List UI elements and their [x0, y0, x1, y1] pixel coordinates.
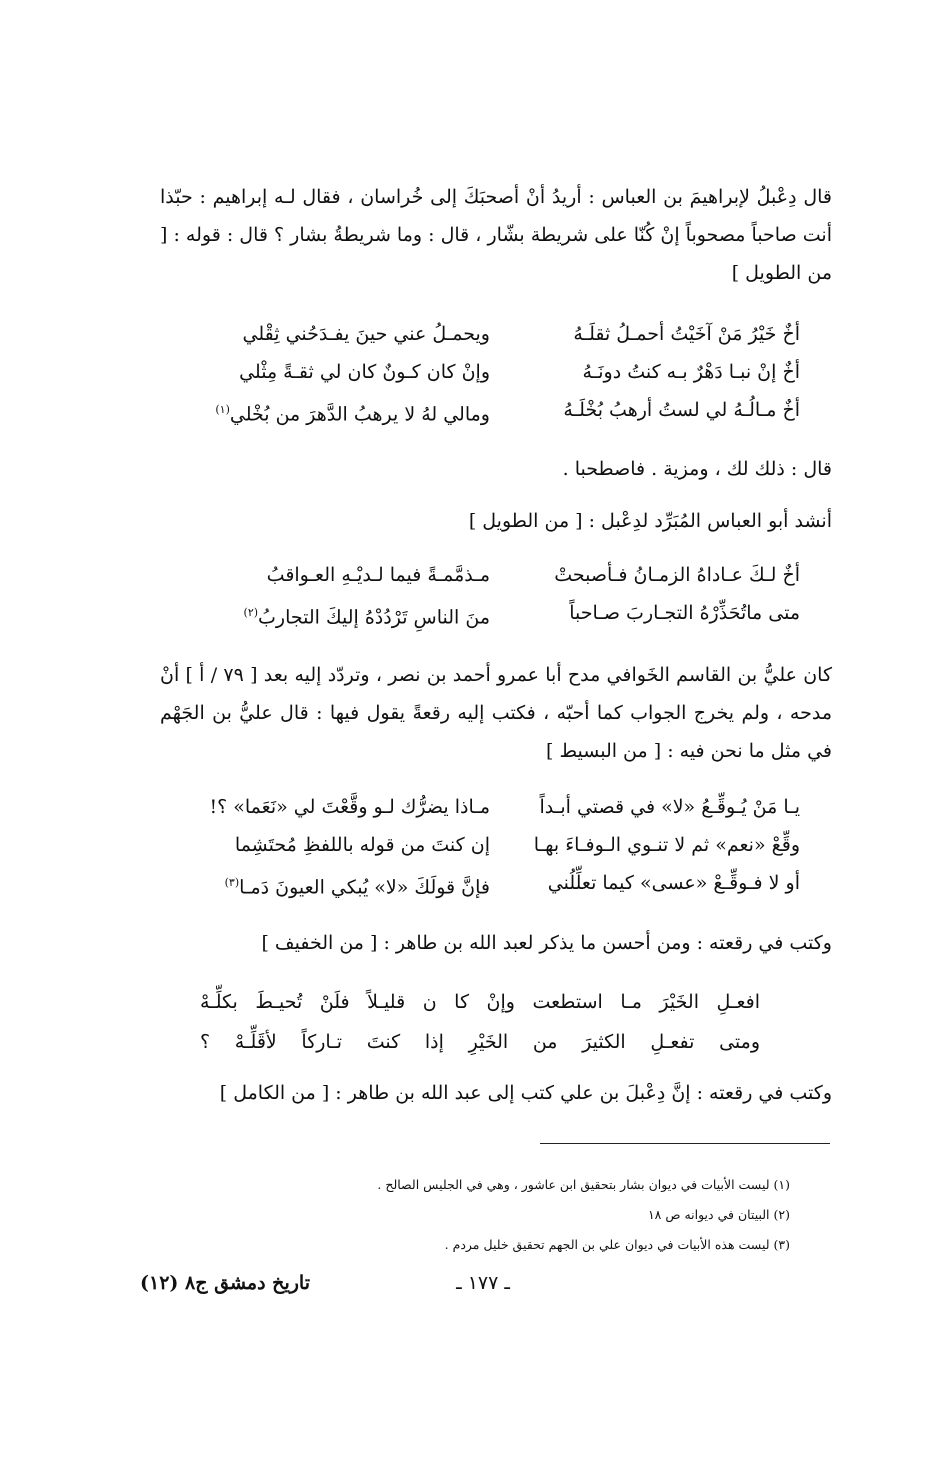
footnotes	[300, 1170, 790, 1260]
footnote-divider	[540, 1143, 830, 1144]
verse-line: ومتى تفعـلِ الكثيرَ من الخَيْرِ إذا كنتَ تـاركاً لأقَلِّـهْ ؟	[200, 1031, 760, 1053]
verse-text: ومالي لهُ لا يرهبُ الدَّهرَ من بُخْلي	[229, 403, 490, 426]
verse-line	[200, 556, 800, 594]
paragraph-khawafi: كان عليُّ بن القاسم الخَوافي مدح أبا عمرو أحمد بن نصر ، وتردّد إليه بعد [ ٧٩ / أ ] أنْ مدحه ، ولم يخرج الجواب كما أحبّه ، فكتب إليه رقعةً يقول فيها : قال عليُّ بن الجَهْم في مثل ما نحن فيه : [ من البسيط ]	[160, 664, 832, 762]
verse-line	[200, 353, 800, 391]
verse-first-hemistich: متى ماتُحَذِّرْهُ التجـاربَ صـاحباً	[569, 602, 800, 624]
footnote: (٣) ليست هذه الأبيات في ديوان علي بن الجهم تحقيق خليل مردم .	[444, 1237, 790, 1252]
footnote-marker: (٣)	[224, 876, 240, 889]
paragraph-dibil-ibrahim: قال دِعْبلُ لإبراهيمَ بن العباس : أريدُ أنْ أصحبَكَ إلى خُراسان ، فقال لـه إبراهيم : حبّذا أنت صاحباً مصحوباً إنْ كُنّا على شريطة بشّار ، قال : وما شريطةُ بشار ؟ قال : قوله : [ من الطويل ]	[160, 186, 832, 284]
verse-first-hemistich: وقِّعْ «نعم» ثم لا تنـوي الـوفـاءَ بهـا	[533, 834, 800, 856]
verse-line	[200, 826, 800, 864]
paragraph-dibil-letter: وكتب في رقعته : إنَّ دِعْبلَ بن علي كتب إلى عبد الله بن طاهر : [ من الكامل ]	[219, 1082, 832, 1104]
footnote: (١) ليست الأبيات في ديوان بشار بتحقيق ابن عاشور ، وهي في الجليس الصالح .	[377, 1177, 790, 1192]
verse-second-hemistich: مـذمَّمـةً فيما لـديْـهِ العـواقبُ	[266, 564, 490, 586]
verse-first-hemistich: يـا مَنْ يُـوقِّـعُ «لا» في قصتي أبـداً	[539, 796, 800, 818]
poem-bashar	[200, 315, 800, 429]
poem-dibil	[200, 556, 800, 632]
verse-second-hemistich	[200, 594, 490, 636]
verse-second-hemistich: ويحمـلُ عني حينَ يفـدَحُني ثِقْلي	[242, 323, 490, 345]
footnote: (٢) البيتان في ديوانه ص ١٨	[647, 1207, 790, 1222]
verse-line	[200, 864, 800, 902]
footnote-marker: (٢)	[243, 606, 259, 619]
verse-line	[200, 788, 800, 826]
verse-line	[200, 391, 800, 429]
verse-line	[200, 315, 800, 353]
poem-ali-ibn-jahm	[200, 788, 800, 902]
verse-line	[200, 594, 800, 632]
verse-second-hemistich: مـاذا يضرُّك لـو وقَّعْتَ لي «نَعَما» ؟!	[209, 796, 490, 818]
paragraph-ruqa-tahir: وكتب في رقعته : ومن أحسن ما يذكر لعبد الله بن طاهر : [ من الخفيف ]	[261, 932, 832, 954]
verse-first-hemistich: أو لا فـوقِّـعْ «عسى» كيما تعلِّلُني	[547, 872, 800, 894]
verse-line: افعـلِ الخَيْرَ مـا استطعت وإنْ كا ن قليـلاً فلَنْ تُحيـطَ بكلِّـهْ	[200, 991, 760, 1013]
verse-second-hemistich: إن كنتَ من قوله باللفظِ مُحتَشِما	[234, 834, 490, 856]
verse-second-hemistich	[200, 864, 490, 906]
footnote-marker: (١)	[215, 403, 230, 416]
verse-text: فإنَّ قولَكَ «لا» يُبكي العيونَ دَمـا	[239, 876, 490, 899]
verse-first-hemistich: أخٌ لـكَ عـاداهُ الزمـانُ فـأصبحتْ	[554, 564, 800, 586]
verse-first-hemistich: أخٌ خَيْرُ مَنْ آخَيْتُ أحمـلُ ثقلَـهُ	[573, 323, 800, 345]
verse-second-hemistich	[200, 391, 490, 433]
verse-second-hemistich: وإنْ كان كـونٌ كان لي ثقـةً مِثْلي	[239, 361, 490, 383]
paragraph-mubarrad: أنشد أبو العباس المُبَرِّد لدِعْبل : [ من الطويل ]	[468, 510, 832, 532]
paragraph-companionship: قال : ذلك لك ، ومزية . فاصطحبا .	[562, 458, 832, 480]
poem-abdallah-ibn-tahir	[200, 982, 760, 1062]
verse-text: منَ الناسِ تَرْدُدْهُ إليكَ التجاربُ	[258, 606, 490, 629]
verse-first-hemistich: أخٌ مـالُـهُ لي لستُ أرهبُ بُخْلَـهُ	[563, 399, 800, 421]
verse-first-hemistich: أخٌ إنْ نبـا دَهْرٌ بـه كنتُ دونَـهُ	[582, 361, 800, 383]
running-title: تاريخ دمشق ج٨ (١٢)	[140, 1272, 310, 1294]
page-number: ـ ١٧٧ ـ	[456, 1272, 510, 1294]
